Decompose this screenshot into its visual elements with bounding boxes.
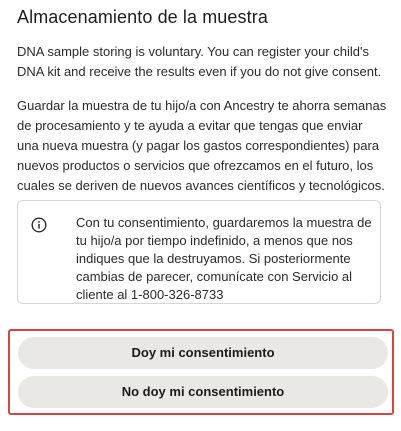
page-title: Almacenamiento de la muestra xyxy=(17,7,268,27)
give-consent-button[interactable]: Doy mi consentimiento xyxy=(18,337,388,369)
voluntary-notice: DNA sample storing is voluntary. You can register your child's DNA kit and receive the results even if you do not give consent. xyxy=(17,44,382,79)
consent-actions xyxy=(8,329,394,415)
info-icon xyxy=(31,217,47,233)
consent-info-text: Con tu consentimiento, guardaremos la muestra de tu hijo/a por tiempo indefinido, a menos que nos indiques que la destruyamos. Si posteriormente cambias de parecer, comunícate con Servicio al cliente al 1-800-326-8733 xyxy=(76,215,372,302)
consent-info-card xyxy=(17,200,381,304)
storage-benefits: Guardar la muestra de tu hijo/a con Ancestry te ahorra semanas de procesamiento y te ayuda a evitar que tengas que enviar una nueva muestra (y pagar los gastos correspondientes) para nuevos productos o servicios que ofrezcamos en el futuro, los cuales se deriven de nuevos avances científicos y tecnológicos. xyxy=(17,98,387,193)
decline-consent-button[interactable]: No doy mi consentimiento xyxy=(18,376,388,408)
